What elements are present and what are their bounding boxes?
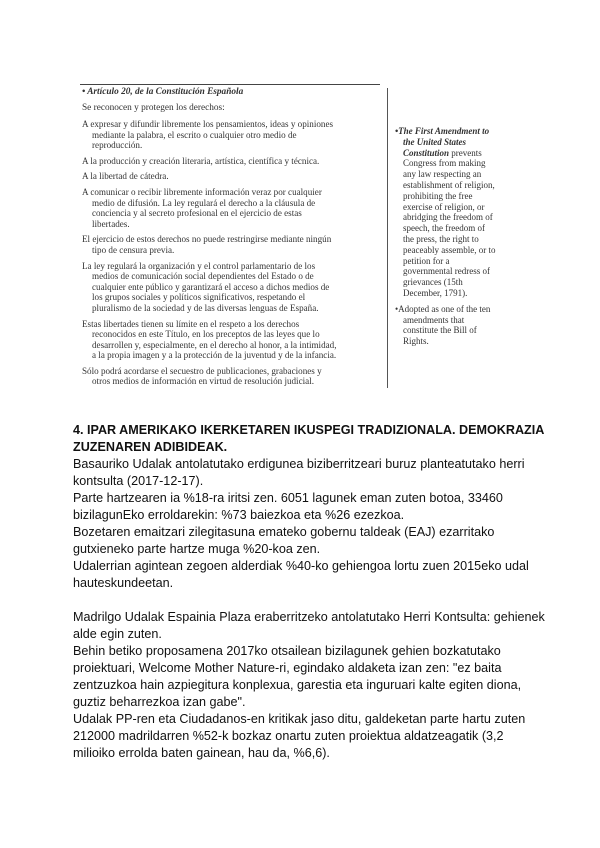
article-line: A la libertad de cátedra. bbox=[82, 171, 169, 182]
section-heading-line: ZUZENAREN ADIBIDEAK. bbox=[73, 440, 228, 454]
text-line: Basauriko Udalak antolatutako erdigunea biziberritzeari buruz planteatutako herri bbox=[73, 457, 525, 471]
article-heading: • Artículo 20, de la Constitución Española bbox=[82, 87, 244, 97]
text-line: milioiko errolda baten gainean, hau da, %6,6). bbox=[73, 746, 330, 760]
scanned-constitution-excerpt bbox=[80, 84, 520, 394]
article-line: reconocidos en este Título, en los preceptos de las leyes que lo bbox=[92, 329, 320, 340]
article-paragraph bbox=[82, 319, 380, 361]
article-paragraph bbox=[82, 366, 380, 387]
spanish-constitution-column bbox=[82, 87, 380, 392]
article-line: Sólo podrá acordarse el secuestro de publicaciones, grabaciones y bbox=[82, 365, 322, 376]
amendment-title-line: • The First Amendment to bbox=[395, 126, 520, 137]
amendment-text-line: peaceably assemble, or to bbox=[403, 244, 496, 255]
article-paragraphs bbox=[82, 119, 380, 387]
article-line: medios de comunicación social dependientes del Estado o de bbox=[92, 271, 314, 282]
article-line: conciencia y al secreto profesional en el ejercicio de estas bbox=[92, 208, 302, 219]
amendment-text bbox=[395, 158, 520, 298]
text-line: Madrilgo Udalak Espainia Plaza eraberritzeko antolatutako Herri Kontsulta: gehienek bbox=[73, 610, 545, 624]
amendment-text-line: speech, the freedom of bbox=[403, 223, 485, 234]
article-line: mediante la palabra, el escrito o cualquier otro medio de bbox=[92, 129, 297, 140]
article-line: pluralismo de la sociedad y de las diversas lenguas de España. bbox=[92, 302, 319, 313]
main-text bbox=[73, 422, 553, 762]
bill-of-rights-item bbox=[395, 304, 520, 347]
basauri-consultation-paragraph bbox=[73, 456, 553, 592]
amendment-text-line: December, 1791). bbox=[403, 287, 468, 298]
text-line: hauteskundeetan. bbox=[73, 576, 174, 590]
text-line: proiektuari, Welcome Mother Nature-ri, egindako aldaketa izan zen: "ez baita bbox=[73, 661, 502, 675]
first-amendment-item bbox=[395, 126, 520, 299]
article-line: tipo de censura previa. bbox=[92, 244, 175, 255]
article-paragraph bbox=[82, 187, 380, 229]
bill-of-rights-line: Rights. bbox=[403, 336, 429, 347]
bill-of-rights-line: • Adopted as one of the ten bbox=[395, 304, 520, 315]
article-line: cualquier ente público y garantizará el acceso a dichos medios de bbox=[92, 281, 330, 292]
text-line: zentzuzkoa hain azpiegitura konplexua, garestia eta inguruari kalte egiten diona, bbox=[73, 678, 522, 692]
article-line: medio de difusión. La ley regulará el derecho a la cláusula de bbox=[92, 197, 316, 208]
amendment-title-line: the United States bbox=[403, 136, 467, 147]
article-line: Estas libertades tienen su límite en el respeto a los derechos bbox=[82, 318, 300, 329]
text-line: Parte hartzearen ia %18-ra iritsi zen. 6051 lagunek eman zuten botoa, 33460 bbox=[73, 491, 503, 505]
article-line: a la propia imagen y a la protección de la juventud y de la infancia. bbox=[92, 350, 337, 361]
text-line: 212000 madrildarren %52-k bozkaz onartu zuten proiektua aldatzeagatik (3,2 bbox=[73, 729, 504, 743]
article-intro: Se reconocen y protegen los derechos: bbox=[82, 103, 225, 113]
text-line: bizilagunEko erroldarekin: %73 baiezkoa eta %26 ezezkoa. bbox=[73, 508, 405, 522]
article-paragraph bbox=[82, 261, 380, 314]
article-line: los grupos sociales y políticos significativos, respetando el bbox=[92, 292, 306, 303]
amendment-text-line: the press, the right to bbox=[403, 233, 479, 244]
section-heading bbox=[73, 422, 553, 456]
article-line: A la producción y creación literaria, artística, científica y técnica. bbox=[82, 155, 320, 166]
text-line: guztiz beharrezkoa izan gabe". bbox=[73, 695, 246, 709]
text-line: Behin betiko proposamena 2017ko otsailean bizilagunek gehien bozkatutako bbox=[73, 644, 501, 658]
amendment-text-line: Constitution prevents bbox=[403, 147, 482, 158]
section-heading-line: 4. IPAR AMERIKAKO IKERKETAREN IKUSPEGI TRADIZIONALA. DEMOKRAZIA bbox=[73, 423, 545, 437]
amendment-text-line: any law respecting an bbox=[403, 169, 482, 180]
amendment-text-line: prohibiting the free bbox=[403, 190, 473, 201]
article-paragraph bbox=[82, 234, 380, 255]
article-line: libertades. bbox=[92, 218, 130, 229]
first-amendment-column bbox=[395, 126, 520, 352]
amendment-text-line: grievances (15th bbox=[403, 277, 463, 288]
article-line: desarrollen y, especialmente, en el derecho al honor, a la intimidad, bbox=[92, 339, 337, 350]
madrid-consultation-paragraph bbox=[73, 609, 553, 762]
amendment-title-word: Constitution bbox=[403, 147, 450, 158]
bill-of-rights-line: amendments that bbox=[403, 314, 465, 325]
amendment-text-line: governmental redress of bbox=[403, 266, 490, 277]
text-line: alde egin zuten. bbox=[73, 627, 162, 641]
article-paragraph bbox=[82, 119, 380, 151]
text-line: Bozetaren emaitzari zilegitasuna emateko gobernu taldeak (EAJ) ezarritako bbox=[73, 525, 495, 539]
text-line: gutxieneko parte hartze muga %20-koa zen. bbox=[73, 542, 321, 556]
article-line: La ley regulará la organización y el control parlamentario de los bbox=[82, 260, 316, 271]
article-line: otros medios de información en virtud de resolución judicial. bbox=[92, 376, 314, 387]
text-line: Udalak PP-ren eta Ciudadanos-en kritikak jaso ditu, galdeketan parte hartu zuten bbox=[73, 712, 526, 726]
amendment-text-line: exercise of religion, or bbox=[403, 201, 485, 212]
amendment-text-line: petition for a bbox=[403, 255, 450, 266]
article-line: El ejercicio de estos derechos no puede restringirse mediante ningún bbox=[82, 234, 332, 245]
bill-of-rights-line: constitute the Bill of bbox=[403, 325, 477, 336]
text-line: Udalerrian agintean zegoen alderdiak %40-ko gehiengoa lortu zuen 2015eko udal bbox=[73, 559, 529, 573]
amendment-text-line: establishment of religion, bbox=[403, 179, 495, 190]
bill-of-rights-text bbox=[395, 304, 520, 347]
paragraph-gap bbox=[73, 592, 553, 609]
article-line: A comunicar o recibir libremente información veraz por cualquier bbox=[82, 186, 322, 197]
text-line: kontsulta (2017-12-17). bbox=[73, 474, 204, 488]
amendment-text-line: Congress from making bbox=[403, 158, 486, 169]
column-divider bbox=[387, 88, 388, 388]
article-paragraph bbox=[82, 156, 380, 167]
article-paragraph bbox=[82, 171, 380, 182]
top-rule bbox=[80, 84, 380, 85]
article-line: reproducción. bbox=[92, 140, 143, 151]
amendment-text-line: abridging the freedom of bbox=[403, 212, 493, 223]
article-line: A expresar y difundir libremente los pensamientos, ideas y opiniones bbox=[82, 119, 334, 129]
